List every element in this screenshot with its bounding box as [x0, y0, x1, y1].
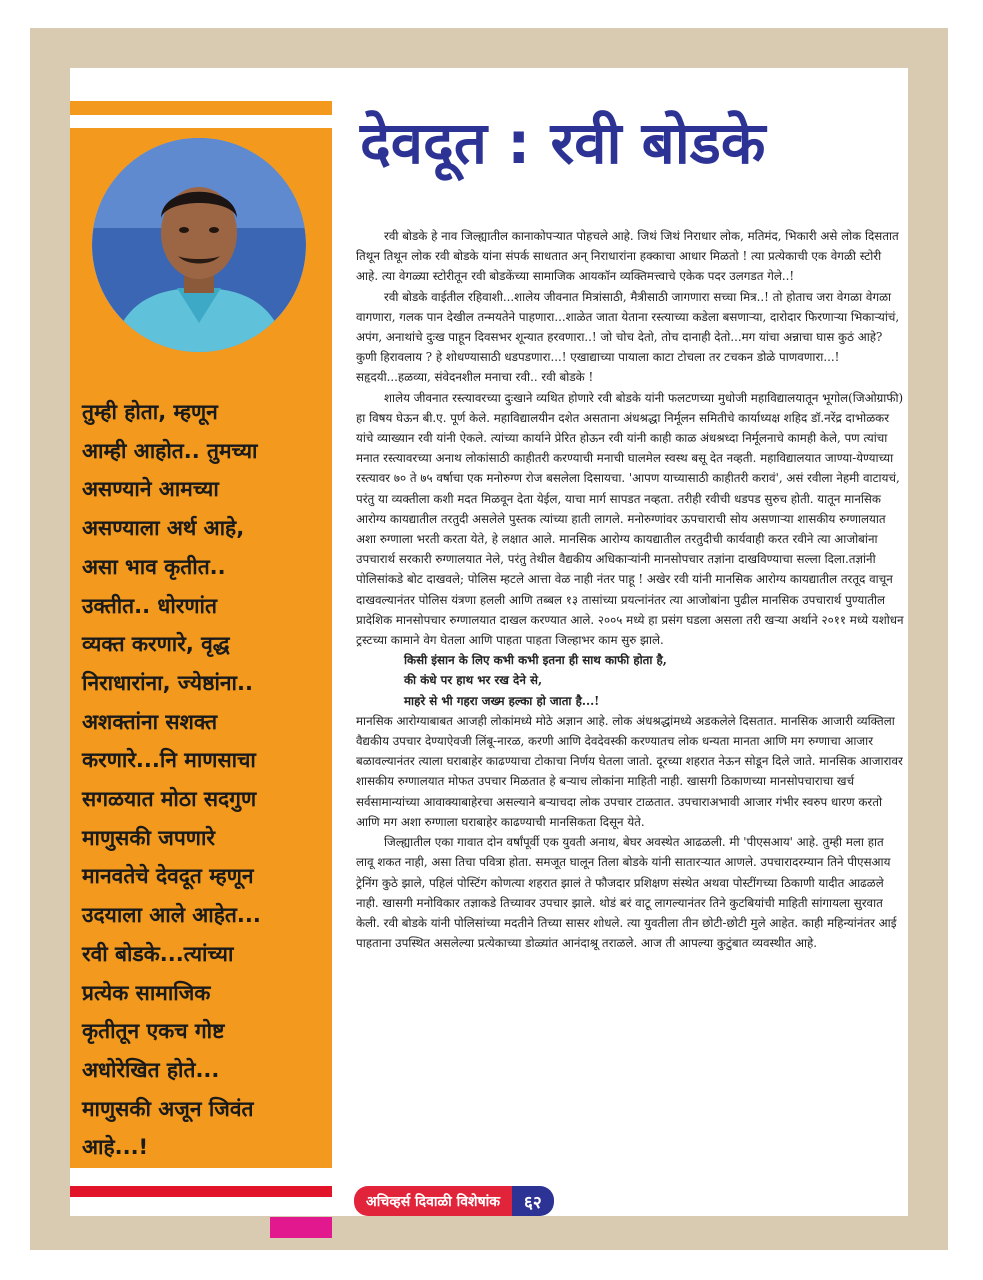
article-paragraph: जिल्ह्यातील एका गावात दोन वर्षांपूर्वी एक युवती अनाथ, बेघर अवस्थेत आढळली. मी 'पीएसआय' आहे. तुम्ही मला हात लावू शकत नाही, असा तिचा पवित्रा होता. समजूत घालून तिला बोडके यांनी सातारऱ्यात आणले. उपचारादरम्यान तिने पीएसआय ट्रेनिंग कुठे झाले, पहिलं पोस्टिंग कोणत्या शहरात झालं ते फौजदार प्रशिक्षण संस्थेत अथवा पोस्टींगच्या ठिकाणी यादीत आढळले नाही. खासगी मनोविकार तज्ञाकडे तिच्यावर उपचार झाले. थोडं बरं वाटू लागल्यानंतर तिने कुटबियांची माहिती सांगायला सुरवात केली. रवी बोडके यांनी पोलिसांच्या मदतीने तिच्या सासर शोधले. त्या युवतीला तीन छोटी-छोटी मुले आहेत. काही महिन्यांनंतर आई पाहताना उपस्थित असलेल्या प्रत्येकाच्या डोळ्यांत आनंदाश्रू तराळले. आज ती आपल्या कुटुंबात व्यवस्थीत आहे. — [356, 835, 897, 951]
page-content — [70, 68, 908, 1216]
bottom-red-bar — [70, 1186, 332, 1197]
top-orange-bar — [70, 101, 332, 115]
article-paragraph: रवी बोडके हे नाव जिल्ह्यातील कानाकोपऱ्यात पोहचले आहे. जिथं जिथं निराधार लोक, मतिमंद, भिकारी असे लोक दिसतात तिथून तिथून लोक रवी बोडके यांना संपर्क साधतात अन् निराधारांना हक्काचा आधार मिळतो ! त्या प्रत्येकाची एक वेगळी स्टोरी आहे. त्या वेगळ्या स्टोरीतून रवी बोडकेंच्या सामाजिक आयकॉन व्यक्तिमत्त्वाचे एकेक पदर उलगडत गेले..! — [356, 229, 899, 284]
hindi-quote-line: माहरे से भी गहरा जख्म हल्का हो जाता है...! — [404, 693, 600, 708]
page-number: ६२ — [512, 1186, 554, 1216]
article-paragraph: रवी बोडके वाईतील रहिवाशी...शालेय जीवनात मित्रांसाठी, मैत्रीसाठी जागणारा सच्चा मित्र..! तो होताच जरा वेगळा वेगळा वागणारा, गलक पान देखील तन्मयतेने पाहणारा...शाळेत जाता येताना रस्त्याच्या कडेला बसणाऱ्या, दारोदार फिरणाऱ्या भिकाऱ्यांचं, अपंग, अनाथांचे दुःख पाहून दिवसभर शून्यात हरवणारा..! जो चोच देतो, तोच दानाही देतो...मग यांचा अन्नाचा घास कुठं आहे? कुणी हिरावलाय ? हे शोधण्यासाठी धडपडणारा...! एखाद्याच्या पायाला काटा टोचला तर टचकन डोळे पाणवणारा...! सहृदयी...हळव्या, संवेदनशील मनाचा रवी.. रवी बोडके ! — [356, 289, 900, 385]
hindi-quote-line: की कंधे पर हाथ भर रख देने से, — [404, 673, 543, 688]
article-title: देवदूत : रवी बोडके — [360, 109, 766, 177]
footer-badge — [354, 1186, 554, 1216]
article-paragraph: मानसिक आरोग्याबाबत आजही लोकांमध्ये मोठे अज्ञान आहे. लोक अंधश्रद्धांमध्ये अडकलेले दिसतात. मानसिक आजारी व्यक्तिला वैद्यकीय उपचार देण्याऐवजी लिंबू-नारळ, करणी आणि देवदेवस्की करण्यातच लोक धन्यता मानता आणि मग रुग्णाचा आजार बळावल्यानंतर त्याला घराबाहेर काढण्याचा टोकाचा निर्णय घेतला जातो. दूरच्या शहरात नेऊन सोडून दिले जाते. मानसिक आजारावर शासकीय रुग्णालयात मोफत उपचार मिळतात हे बऱ्याच लोकांना माहिती नाही. खासगी ठिकाणच्या मानसोपचाराचा खर्च सर्वसामान्यांच्या आवाक्याबाहेरचा असल्याने बऱ्याचदा लोक उपचार टाळतात. उपचाराअभावी आजार गंभीर स्वरुप धारण करतो आणि मग अशा रुग्णाला घराबाहेर काढण्याची मानसिकता दिसून येते. — [356, 713, 903, 829]
hindi-quote-line: किसी इंसान के लिए कभी कभी इतना ही साथ काफी होता है, — [404, 653, 667, 668]
article-body — [356, 226, 904, 953]
article-paragraph: शालेय जीवनात रस्त्यावरच्या दुःखाने व्यथित होणारे रवी बोडके यांनी फलटणच्या मुधोजी महाविद्यालयातून भूगोल(जिओग्राफी) हा विषय घेऊन बी.ए. पूर्ण केले. महाविद्यालयीन दशेत असताना अंधश्रद्धा निर्मूलन समितीचे कार्याध्यक्ष शहिद डॉ.नरेंद्र दाभोळकर यांचे व्याख्यान रवी यांनी ऐकले. त्यांच्या कार्याने प्रेरित होऊन रवी यांनी काही काळ अंधश्रध्दा निर्मूलनाचे कामही केले, पण त्यांचा मनात रस्त्यावरच्या अनाथ लोकांसाठी काहीतरी करण्याची मनाची घालमेल स्वस्थ बसू देत नव्हती. महाविद्यालयात जाण्या-येण्याच्या रस्त्यावर ७० ते ७५ वर्षाचा एक मनोरुग्ण रोज बसलेला दिसायचा. 'आपण याच्यासाठी काहीतरी करावं', असं रवीला नेहमी वाटायचं, परंतु या व्यक्तीला कशी मदत मिळवून देता येईल, याचा मार्ग सापडत नव्हता. तरीही रवीची धडपड सुरुच होती. यातून मानसिक आरोग्य कायद्यातील तरतुदी असलेले पुस्तक त्यांच्या हाती लागले. मनोरुग्णांवर ऊपचाराची सोय असणाऱ्या शासकीय रुग्णालयात अशा रुग्णाला भरती करता येते, हे लक्षात आले. मानसिक आरोग्य कायद्यातील तरतुदीची कार्यवाही करत रवीने त्या आजोबांना उपचारार्थ सरकारी रुग्णालयात नेले, परंतु तेथील वैद्यकीय अधिकाऱ्यांनी मानसोपचार तज्ञांना दाखविण्याचा सल्ला दिला.तज्ञांनी पोलिसांकडे बोट दाखवले; पोलिस म्हटले आत्ता वेळ नाही नंतर पाहू ! अखेर रवी यांनी मानसिक आरोग्य कायद्यातील तरतूद वाचून दाखवल्यानंतर पोलिस यंत्रणा हलली आणि तब्बल १३ तासांच्या प्रयत्नांनंतर त्या आजोबांना पुढील मानसिक उपचारार्थ पुण्यातील प्रादेशिक मानसोपचार रुग्णालयात दाखल करण्यात आले. २००५ मध्ये हा प्रसंग घडला असला तरी खऱ्या अर्थाने २०११ मध्ये यशोधन ट्रस्टच्या कामाने वेग घेतला आणि पाहता पाहता जिल्हाभर काम सुरु झाले. — [356, 390, 904, 648]
magazine-issue-label: अचिव्हर्स दिवाळी विशेषांक — [354, 1186, 512, 1216]
portrait-illustration — [92, 138, 306, 352]
bottom-pink-bar — [270, 1217, 332, 1238]
sidebar-quote: तुम्ही होता, म्हणून आम्ही आहोत.. तुमच्या असण्याने आमच्या असण्याला अर्थ आहे, असा भाव कृतीत.. उक्तीत.. धोरणांत व्यक्त करणारे, वृद्ध निराधारांना, ज्येष्ठांना.. अशक्तांना सशक्त करणारे...नि माणसाचा सगळयात मोठा सदगुण माणुसकी जपणारे मानवतेचे देवदूत म्हणून उदयाला आले आहेत... रवी बोडके...त्यांच्या प्रत्येक सामाजिक कृतीतून एकच गोष्ट अधोरेखित होते... माणुसकी अजून जिवंत आहे...! — [82, 400, 261, 1160]
portrait-photo — [92, 138, 306, 352]
page-frame — [30, 28, 948, 1250]
sidebar-panel — [70, 128, 332, 1168]
